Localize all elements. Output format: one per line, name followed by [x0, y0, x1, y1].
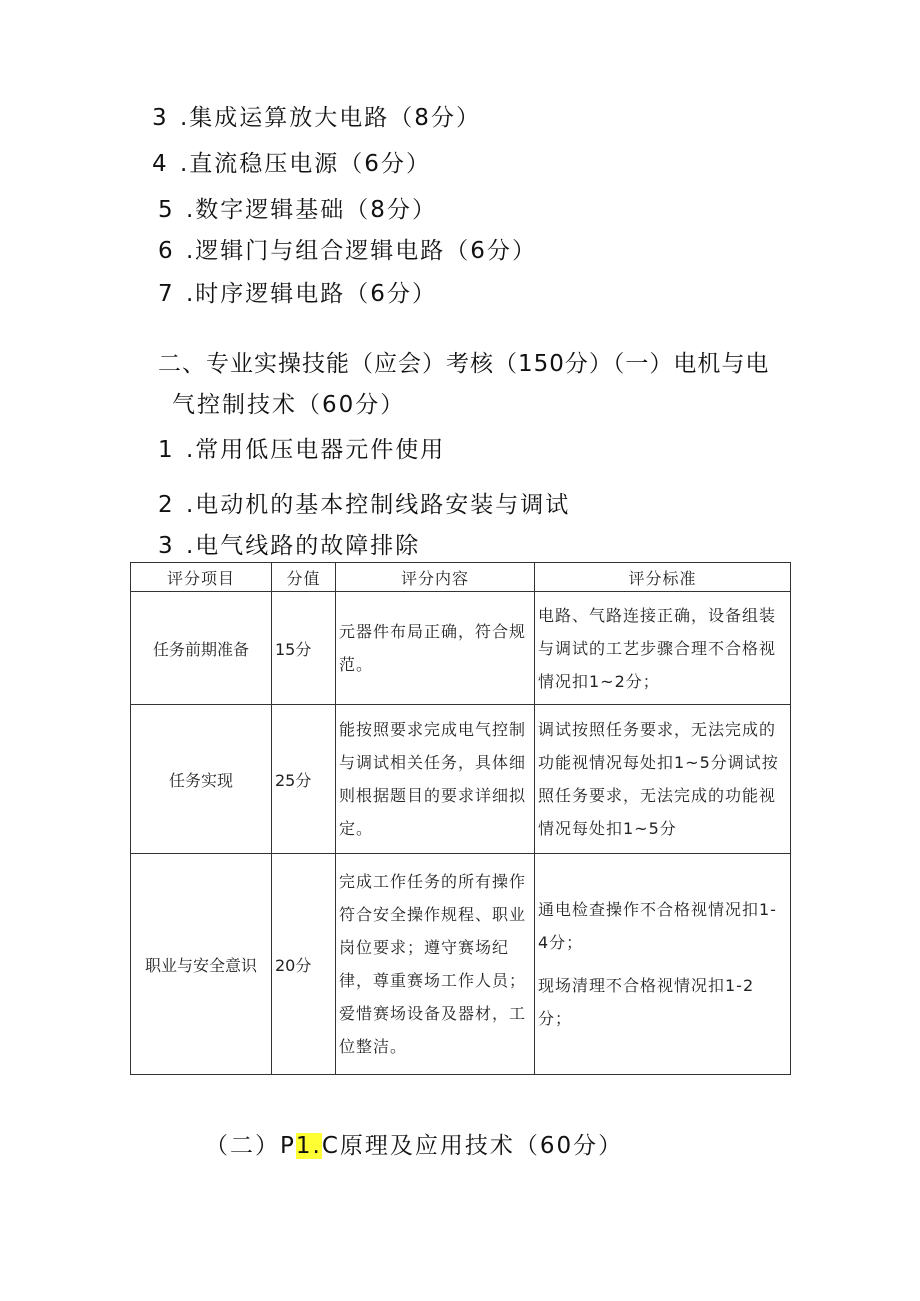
- standard-line: 现场清理不合格视情况扣1-2分；: [538, 976, 755, 1028]
- list-text: .逻辑门与组合逻辑电路（6分）: [186, 238, 537, 264]
- table-cell-score: 20分: [272, 854, 336, 1075]
- plc-heading-suffix: C原理及应用技术（60分）: [321, 1133, 624, 1159]
- column-header: 评分内容: [336, 563, 535, 592]
- list-item: [158, 532, 420, 560]
- table-cell-content: 完成工作任务的所有操作符合安全操作规程、职业岗位要求；遵守赛场纪律，尊重赛场工作人员；爱惜赛场设备及器材，工位整洁。: [336, 854, 535, 1075]
- list-text: .数字逻辑基础（8分）: [186, 197, 437, 223]
- section-heading-cont: 气控制技术（60分）: [172, 392, 406, 418]
- list-item: [158, 280, 437, 308]
- highlighted-text: 1.: [295, 1133, 322, 1159]
- list-item: [158, 237, 537, 265]
- column-header: 评分标准: [535, 563, 791, 592]
- list-number: 3: [152, 105, 169, 131]
- table-row: [131, 705, 791, 854]
- table-row: [131, 854, 791, 1075]
- table-cell-standard: 调试按照任务要求，无法完成的功能视情况每处扣1~5分调试按照任务要求，无法完成的功能视情况每处扣1~5分: [535, 705, 791, 854]
- list-number: 4: [152, 151, 169, 177]
- table-cell-item: 任务实现: [131, 705, 272, 854]
- column-header: 评分项目: [131, 563, 272, 592]
- list-number: 2: [158, 492, 175, 518]
- standard-line: 通电检查操作不合格视情况扣1-4分；: [538, 900, 777, 952]
- list-number: 3: [158, 533, 175, 559]
- list-item: [152, 150, 431, 178]
- table-cell-standard: [535, 854, 791, 1075]
- list-number: 7: [158, 281, 175, 307]
- list-item: [158, 491, 570, 519]
- list-number: 1: [158, 437, 175, 463]
- table-cell-standard: 电路、气路连接正确，设备组装与调试的工艺步骤合理不合格视情况扣1~2分；: [535, 592, 791, 705]
- list-text: .电气线路的故障排除: [186, 533, 421, 559]
- table-cell-content: 元器件布局正确，符合规范。: [336, 592, 535, 705]
- list-item: [152, 104, 481, 132]
- table-cell-score: 25分: [272, 705, 336, 854]
- list-text: .常用低压电器元件使用: [186, 437, 446, 463]
- list-text: .电动机的基本控制线路安装与调试: [186, 492, 571, 518]
- table-cell-score: 15分: [272, 592, 336, 705]
- table-cell-content: 能按照要求完成电气控制与调试相关任务，具体细则根据题目的要求详细拟定。: [336, 705, 535, 854]
- list-text: .直流稳压电源（6分）: [180, 151, 431, 177]
- list-text: .时序逻辑电路（6分）: [186, 281, 437, 307]
- table-header-row: [131, 563, 791, 592]
- table-cell-item: 职业与安全意识: [131, 854, 272, 1075]
- section-heading: 二、专业实操技能（应会）考核（150分）（一）电机与电: [158, 351, 770, 377]
- plc-section-heading: [205, 1132, 623, 1160]
- table-row: [131, 592, 791, 705]
- scoring-table: [130, 562, 791, 1075]
- list-item: [158, 436, 445, 464]
- list-text: .集成运算放大电路（8分）: [180, 105, 481, 131]
- list-number: 5: [158, 197, 175, 223]
- list-item: [158, 196, 437, 224]
- table-cell-item: 任务前期准备: [131, 592, 272, 705]
- list-number: 6: [158, 238, 175, 264]
- column-header: 分值: [272, 563, 336, 592]
- plc-heading-prefix: （二）P: [205, 1133, 296, 1159]
